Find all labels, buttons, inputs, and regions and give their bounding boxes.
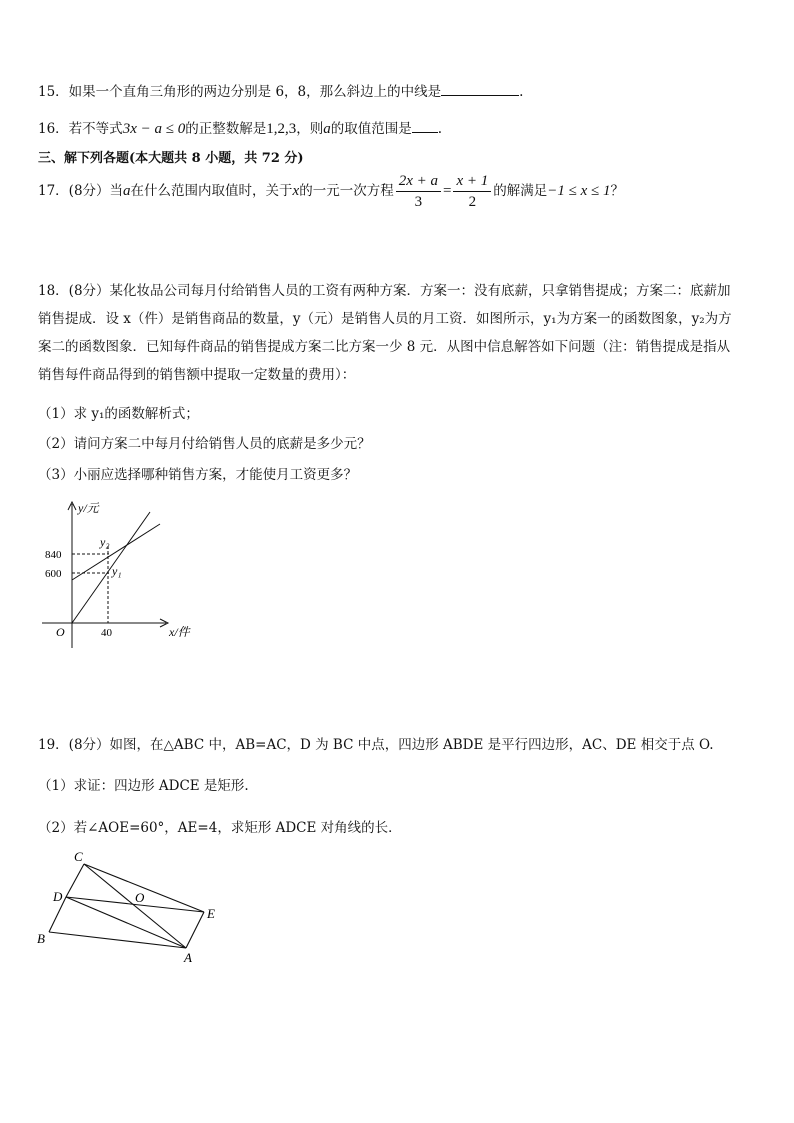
point-label-A: A xyxy=(184,950,192,965)
q19-figure xyxy=(32,846,232,966)
section-heading-text: 三、解下列各题(本大题共 8 小题，共 72 分) xyxy=(38,151,304,166)
q15-answer-blank xyxy=(441,81,519,96)
question-15 xyxy=(38,81,523,102)
q18-line-2: 销售提成．设 x（件）是销售商品的数量，y（元）是销售人员的月工资．如图所示，y₁为方案一的函数图象，y₂为方 xyxy=(38,311,732,327)
q17-mid3: 的解满足 xyxy=(493,183,548,199)
segment-CA xyxy=(84,864,186,948)
q16-answer-blank xyxy=(412,118,438,133)
q18-subquestion-1: （1）求 y₁的函数解析式； xyxy=(38,406,199,422)
point-label-B: B xyxy=(37,931,45,946)
line-label-y1: y₁ xyxy=(112,564,122,578)
q16-suffix: 的取值范围是 xyxy=(330,121,412,137)
question-19: 19．(8分）如图，在△ABC 中，AB=AC，D 为 BC 中点，四边形 ABDE 是平行四边形，AC、DE 相交于点 O. xyxy=(38,737,714,753)
q18-line-4: 销售每件商品得到的销售额中提取一定数量的费用）： xyxy=(38,367,356,383)
x-axis-label: x/件 xyxy=(169,625,190,639)
q17-frac2-numerator: x + 1 xyxy=(453,172,491,192)
q17-condition: −1 ≤ x ≤ 1 xyxy=(547,183,611,199)
segment-DA xyxy=(66,897,186,948)
q17-frac1-denominator: 3 xyxy=(414,193,423,210)
segment-AE xyxy=(186,912,204,948)
q15-end: . xyxy=(519,84,524,100)
q18-subquestion-2: （2）请问方案二中每月付给销售人员的底薪是多少元？ xyxy=(38,436,371,452)
q17-frac2-denominator: 2 xyxy=(468,193,477,210)
q16-mid: 的正整数解是 xyxy=(185,121,267,137)
q19-subquestion-2: （2）若∠AOE=60°，AE=4，求矩形 ADCE 对角线的长． xyxy=(38,820,402,836)
line-y1 xyxy=(72,512,150,623)
q17-equals: = xyxy=(443,183,452,199)
q17-frac1-numerator: 2x + a xyxy=(396,172,441,192)
point-label-D: D xyxy=(53,889,63,904)
section-heading xyxy=(38,149,304,169)
q16-solutions: 1,2,3 xyxy=(266,121,297,137)
point-label-O: O xyxy=(135,890,145,905)
q17-fraction-2 xyxy=(453,172,491,211)
q18-graph xyxy=(36,496,206,656)
x-tick-40: 40 xyxy=(101,627,112,639)
y-axis-label: y/元 xyxy=(78,501,99,515)
q18-line-1: 18．(8分）某化妆品公司每月付给销售人员的工资有两种方案．方案一：没有底薪，只拿销售提成；方案二：底薪加 xyxy=(38,283,731,299)
line-label-y2: y₂ xyxy=(100,535,110,549)
question-18 xyxy=(38,277,760,389)
q17-mid: 在什么范围内取值时，关于 xyxy=(130,183,293,199)
q17-var-a: a xyxy=(123,183,131,199)
q16-prefix: 16．若不等式 xyxy=(38,121,123,137)
q17-end: ？ xyxy=(610,183,624,199)
q15-text: 15．如果一个直角三角形的两边分别是 6，8，那么斜边上的中线是 xyxy=(38,84,442,100)
point-label-E: E xyxy=(207,906,215,921)
q18-line-3: 案二的函数图象．已知每件商品的销售提成方案二比方案一少 8 元．从图中信息解答如下问题（注：销售提成是指从 xyxy=(38,339,731,355)
origin-label: O xyxy=(56,625,65,639)
point-label-C: C xyxy=(74,849,83,864)
q16-mid2: ，则 xyxy=(296,121,324,137)
question-16 xyxy=(38,118,442,139)
y-tick-840: 840 xyxy=(45,549,62,561)
q19-subquestion-1: （1）求证：四边形 ADCE 是矩形. xyxy=(38,778,249,794)
segment-CD xyxy=(66,864,84,897)
q17-fraction-1 xyxy=(396,172,441,211)
q16-var: a xyxy=(323,121,331,137)
q16-end: . xyxy=(437,121,442,137)
y-tick-600: 600 xyxy=(45,568,62,580)
q17-var-x: x xyxy=(292,183,300,199)
question-17 xyxy=(38,170,624,212)
segment-BA xyxy=(49,932,186,948)
q18-subquestion-3: （3）小丽应选择哪种销售方案，才能使月工资更多？ xyxy=(38,467,358,483)
q16-inequality: 3x − a ≤ 0 xyxy=(122,121,186,137)
q17-mid2: 的一元一次方程 xyxy=(299,183,394,199)
q17-prefix: 17．(8分）当 xyxy=(38,183,124,199)
